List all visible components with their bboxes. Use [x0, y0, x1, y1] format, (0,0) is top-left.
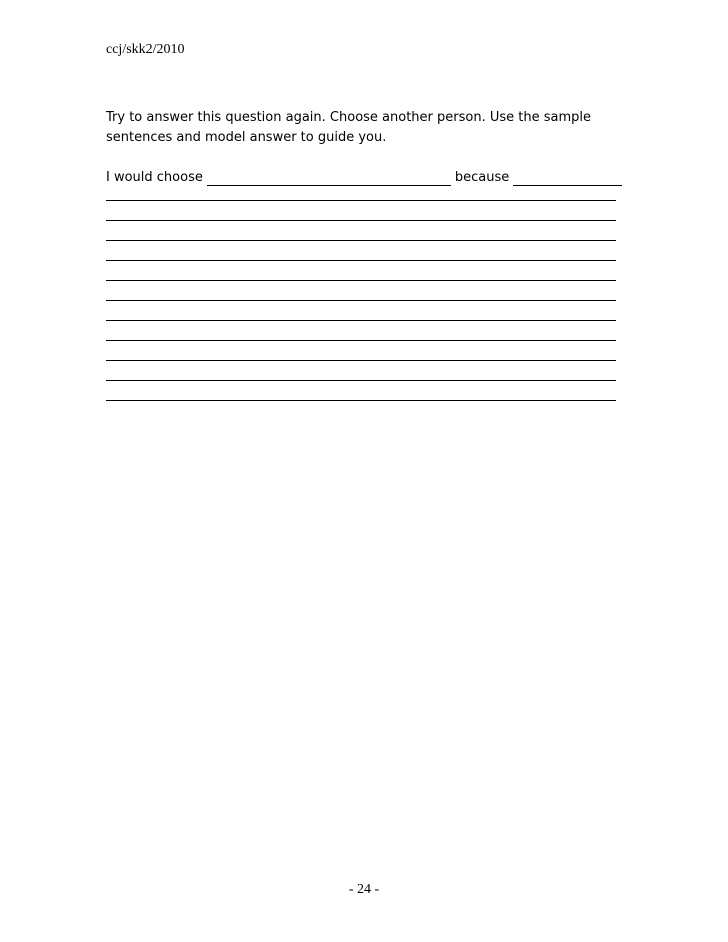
prompt-start-text: I would choose — [106, 170, 203, 185]
document-header-code: ccj/skk2/2010 — [106, 42, 185, 57]
answer-line[interactable] — [106, 261, 616, 281]
answer-line[interactable] — [106, 201, 616, 221]
answer-line[interactable] — [106, 181, 616, 201]
answer-line[interactable] — [106, 281, 616, 301]
answer-line[interactable] — [106, 321, 616, 341]
answer-line[interactable] — [106, 301, 616, 321]
instruction-text: Try to answer this question again. Choose another person. Use the sample sentences and model answer to guide you. — [106, 110, 591, 145]
answer-line[interactable] — [106, 221, 616, 241]
prompt-because-text: because — [454, 170, 510, 185]
answer-line[interactable] — [106, 241, 616, 261]
answer-line[interactable] — [106, 341, 616, 361]
answer-line[interactable] — [106, 361, 616, 381]
answer-line[interactable] — [106, 381, 616, 401]
page-number: - 24 - — [348, 882, 380, 897]
answer-lines — [106, 181, 616, 401]
